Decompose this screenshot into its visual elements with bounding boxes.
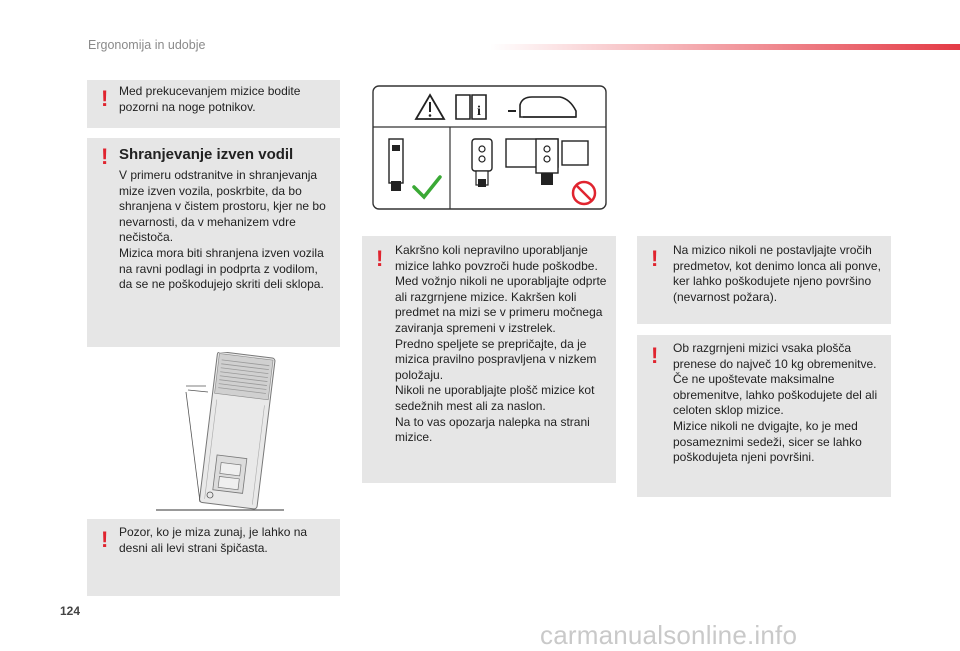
watermark: carmanualsonline.info [540, 620, 798, 650]
exclamation-icon: ! [376, 246, 384, 271]
warning-text: Pozor, ko je miza zunaj, je lahko na desni ali levi strani špičasta. [119, 525, 308, 555]
warning-box-feet [87, 80, 340, 128]
storage-text [119, 168, 331, 293]
warning-box-sharp [87, 519, 340, 596]
paragraph: Če ne upoštevate maksimalne obremenitve, lahko poškodujete del ali celoten sklop mizice. [673, 372, 878, 418]
header-title: Ergonomija in udobje [88, 38, 206, 52]
svg-text:i: i [477, 104, 481, 119]
table-illustration [150, 352, 290, 512]
page-number: 124 [60, 604, 81, 618]
paragraph: Predno speljete se prepričajte, da je mizica pravilno pospravljena v nizkem položaju. [395, 336, 597, 382]
header-accent-bar [490, 44, 960, 50]
paragraph: Mizice nikoli ne dvigajte, ko je med posameznimi sedeži, sicer se lahko poškodujeta njeni površini. [673, 418, 862, 465]
exclamation-icon: ! [101, 527, 109, 552]
load-limit-box [637, 335, 891, 497]
warning-text: Na mizico nikoli ne postavljajte vročih predmetov, kot denimo lonca ali ponve, ker lahko poškodujete njeno površino (nevarnost požara). [673, 243, 881, 304]
exclamation-icon: ! [101, 86, 109, 111]
load-text [673, 341, 885, 466]
warning-text: Med prekucevanjem mizice bodite pozorni na noge potnikov. [119, 84, 301, 114]
exclamation-icon: ! [651, 343, 659, 368]
storage-heading: Shranjevanje izven vodil [119, 146, 294, 163]
paragraph: Med vožnjo nikoli ne uporabljajte odprte ali razgrnjene mizice. Kakršen koli predmet na mizi se v primeru močnega zaviranja spremeni v izstrelek. [395, 274, 607, 335]
exclamation-icon: ! [101, 144, 109, 169]
hot-objects-box [637, 236, 891, 324]
paragraph: Na to vas opozarja nalepka na strani mizice. [395, 414, 590, 445]
paragraph: Kakršno koli nepravilno uporabljanje mizice lahko povzroči hude poškodbe. [395, 243, 598, 273]
paragraph: Nikoli ne uporabljajte plošč mizice kot sedežnih mest ali za naslon. [395, 383, 595, 413]
paragraph: Ob razgrnjeni mizici vsaka plošča prenese do največ 10 kg obremenitve. [673, 341, 877, 371]
exclamation-icon: ! [651, 246, 659, 271]
misuse-warning-box [362, 236, 616, 483]
storage-box [87, 138, 340, 347]
paragraph: Mizica mora biti shranjena izven vozila na ravni podlagi in podprta z vodilom, da se ne poškodujejo skriti deli sklopa. [119, 245, 324, 292]
warning-label [372, 85, 607, 210]
misuse-text [395, 243, 609, 446]
paragraph: V primeru odstranitve in shranjevanja mize izven vozila, poskrbite, da bo shranjena v čistem prostoru, kjer ne bo nevarnosti, da v mehanizem vdre nečistoča. [119, 168, 326, 245]
